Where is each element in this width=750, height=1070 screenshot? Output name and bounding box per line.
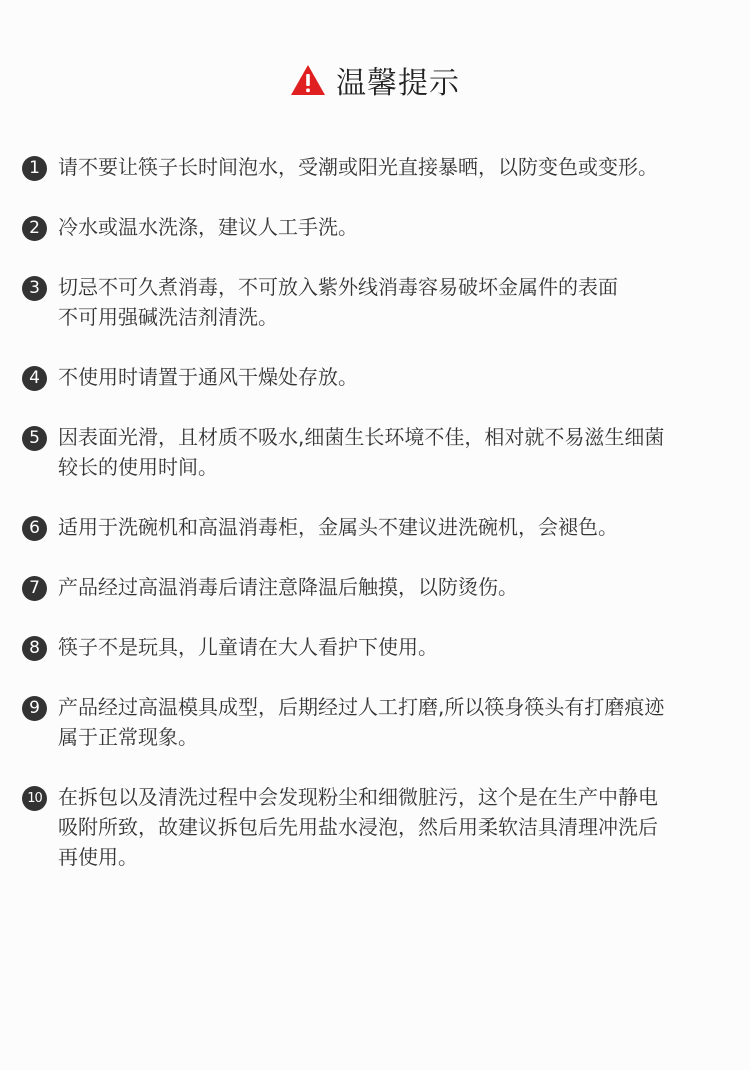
tip-text: [58, 572, 734, 602]
number-badge: 5: [22, 426, 47, 451]
tip-line: 切忌不可久煮消毒，不可放入紫外线消毒容易破坏金属件的表面: [58, 275, 618, 299]
tip-line: 请不要让筷子长时间泡水，受潮或阳光直接暴晒，以防变色或变形。: [58, 155, 658, 179]
tip-text: [58, 212, 734, 242]
warning-icon: [290, 64, 326, 96]
number-badge: 6: [22, 516, 47, 541]
list-item: [22, 632, 734, 662]
tip-text: [58, 272, 734, 332]
list-item: [22, 692, 734, 752]
list-item: [22, 212, 734, 242]
tips-list: [22, 152, 734, 902]
number-badge: 2: [22, 216, 47, 241]
list-item: [22, 782, 734, 872]
number-badge: 8: [22, 636, 47, 661]
list-item: [22, 512, 734, 542]
number-badge: 7: [22, 576, 47, 601]
list-item: [22, 572, 734, 602]
tip-line: 吸附所致，故建议拆包后先用盐水浸泡，然后用柔软洁具清理冲洗后: [58, 815, 658, 839]
number-badge: 1: [22, 156, 47, 181]
tip-text: [58, 782, 734, 872]
page-title: 温馨提示: [336, 66, 460, 101]
tip-line: 属于正常现象。: [58, 725, 198, 749]
tip-line: 不使用时请置于通风干燥处存放。: [58, 365, 358, 389]
list-item: [22, 272, 734, 332]
tip-line: 冷水或温水洗涤，建议人工手洗。: [58, 215, 358, 239]
number-badge: 3: [22, 276, 47, 301]
tip-line: 产品经过高温消毒后请注意降温后触摸，以防烫伤。: [58, 575, 518, 599]
tip-line: 筷子不是玩具，儿童请在大人看护下使用。: [58, 635, 438, 659]
tip-line: 较长的使用时间。: [58, 455, 218, 479]
tip-line: 在拆包以及清洗过程中会发现粉尘和细微脏污，这个是在生产中静电: [58, 785, 658, 809]
number-badge: 9: [22, 696, 47, 721]
list-item: [22, 152, 734, 182]
tip-line: 产品经过高温模具成型，后期经过人工打磨,所以筷身筷头有打磨痕迹: [58, 695, 665, 719]
tip-text: [58, 362, 734, 392]
tip-line: 不可用强碱洗洁剂清洗。: [58, 305, 278, 329]
tip-text: [58, 152, 734, 182]
list-item: [22, 422, 734, 482]
tip-line: 因表面光滑，且材质不吸水,细菌生长环境不佳，相对就不易滋生细菌: [58, 425, 665, 449]
tip-text: [58, 632, 734, 662]
list-item: [22, 362, 734, 392]
tip-text: [58, 512, 734, 542]
tip-line: 适用于洗碗机和高温消毒柜，金属头不建议进洗碗机，会褪色。: [58, 515, 618, 539]
header: [0, 58, 750, 102]
tip-text: [58, 692, 734, 752]
tip-text: [58, 422, 734, 482]
tip-line: 再使用。: [58, 845, 138, 869]
number-badge: 10: [22, 786, 47, 811]
number-badge: 4: [22, 366, 47, 391]
